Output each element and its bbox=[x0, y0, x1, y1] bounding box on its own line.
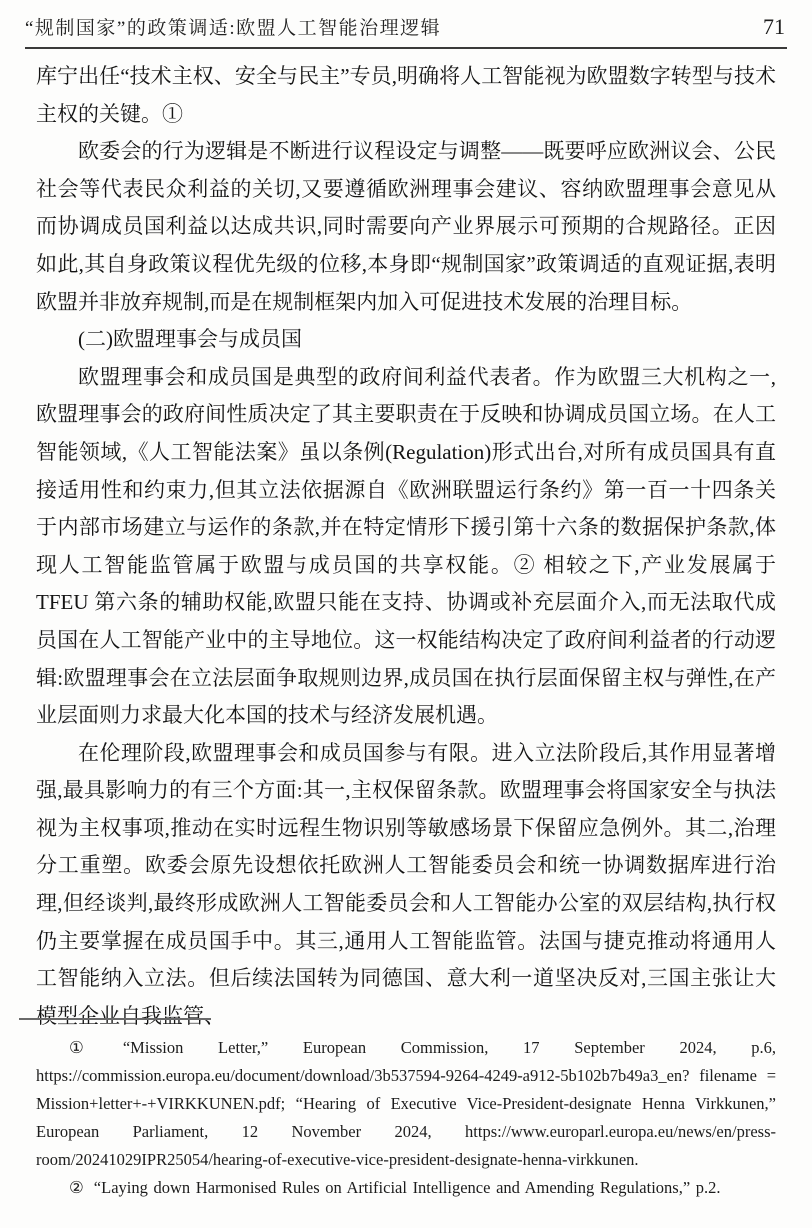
footnote-item bbox=[36, 1034, 776, 1174]
footnote-marker: ② bbox=[69, 1178, 84, 1197]
page-number: 71 bbox=[763, 14, 785, 39]
section-heading: (二)欧盟理事会与成员国 bbox=[78, 327, 302, 352]
body-paragraph: 欧盟理事会和成员国是典型的政府间利益代表者。作为欧盟三大机构之一,欧盟理事会的政府间性质决定了其主要职责在于反映和协调成员国立场。在人工智能领域,《人工智能法案》虽以条例(Regulation)形式出台,对所有成员国具有直接适用性和约束力,但其立法依据源自《欧洲联盟运行条约》第一百一十四条关于内部市场建立与运作的条款,并在特定情形下援引第十六条的数据保护条款,体现人工智能监管属于欧盟与成员国的共享权能。② 相较之下,产业发展属于 TFEU 第六条的辅助权能,欧盟只能在支持、协调或补充层面介入,而无法取代成员国在人工智能产业中的主导地位。这一权能结构决定了政府间利益者的行动逻辑:欧盟理事会在立法层面争取规则边界,成员国在执行层面保留主权与弹性,在产业层面则力求最大化本国的技术与经济发展机遇。 bbox=[36, 364, 776, 728]
footnote-item bbox=[36, 1174, 776, 1202]
footnote-marker: ① bbox=[69, 1038, 113, 1057]
body-paragraph: 在伦理阶段,欧盟理事会和成员国参与有限。进入立法阶段后,其作用显著增强,最具影响力的有三个方面:其一,主权保留条款。欧盟理事会将国家安全与执法视为主权事项,推动在实时远程生物识别等敏感场景下保留应急例外。其二,治理分工重塑。欧委会原先设想依托欧洲人工智能委员会和统一协调数据库进行治理,但经谈判,最终形成欧洲人工智能委员会和人工智能办公室的双层结构,执行权仍主要掌握在成员国手中。其三,通用人工智能监管。法国与捷克推动将通用人工智能纳入立法。但后续法国转为同德国、意大利一道坚决反对,三国主张让大模型企业自我监管、 bbox=[36, 740, 776, 1028]
footnote-text: “Mission Letter,” European Commission, 17 September 2024, p.6, https://commission.europa.eu/document/download/3b537594-9264-4249-a912-5b102b7b49a3_en? filename = Mission+letter+-+VIRKKUNEN.pdf; “Hearing of Executive Vice-President-designate Henna Virkkunen,” European Parliament, 12 November 2024, https://www.europarl.europa.eu/news/en/press-room/20241029IPR25054/hearing-of-executive-vice-president-designate-henna-virkkunen. bbox=[36, 1038, 777, 1169]
footnote-text: “Laying down Harmonised Rules on Artificial Intelligence and Amending Regulations,” p.2. bbox=[93, 1178, 721, 1197]
article-body bbox=[0, 49, 812, 1035]
header-row bbox=[25, 13, 787, 40]
running-title: “规制国家”的政策调适:欧盟人工智能治理逻辑 bbox=[25, 18, 442, 39]
body-paragraph: 欧委会的行为逻辑是不断进行议程设定与调整——既要呼应欧洲议会、公民社会等代表民众利益的关切,又要遵循欧洲理事会建议、容纳欧盟理事会意见从而协调成员国利益以达成共识,同时需要向产业界展示可预期的合规路径。正因如此,其自身政策议程优先级的位移,本身即“规制国家”政策调适的直观证据,表明欧盟并非放弃规制,而是在规制框架内加入可促进技术发展的治理目标。 bbox=[36, 139, 776, 314]
footnote-divider bbox=[19, 1018, 211, 1020]
footnotes-section bbox=[0, 1018, 812, 1228]
page-header bbox=[0, 0, 812, 49]
body-paragraph-continuation: 库宁出任“技术主权、安全与民主”专员,明确将人工智能视为欧盟数字转型与技术主权的关键。① bbox=[36, 64, 776, 126]
